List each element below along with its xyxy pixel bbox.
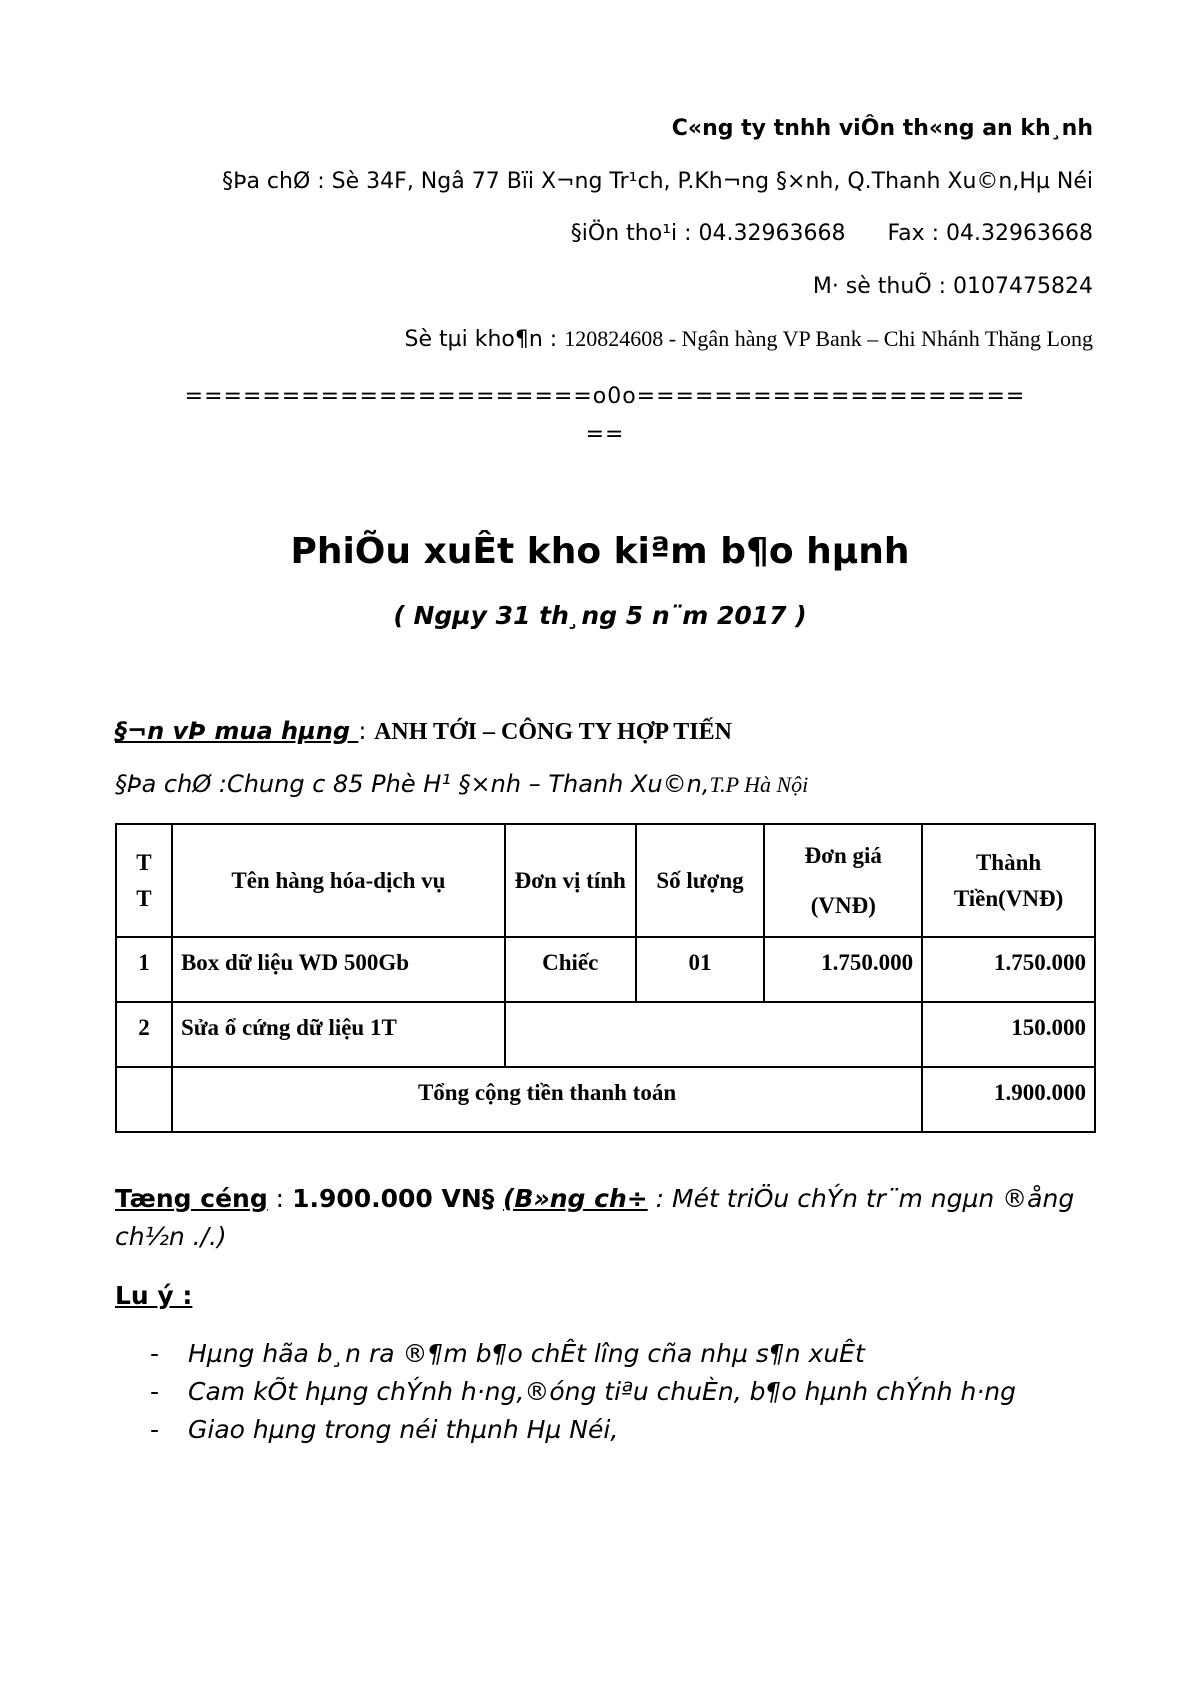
row-tt: 2 [116,1002,172,1067]
company-tax-code: M· sè thuÕ : 0107475824 [812,274,1093,299]
table-row [116,1002,1095,1067]
row-tt: 1 [116,937,172,1002]
row-amount: 150.000 [922,1002,1095,1067]
buyer-name: ANH TỚI – CÔNG TY HỢP TIẾN [374,719,732,745]
notes-title: Lu ý : [115,1281,193,1310]
row-empty-cell [505,1002,922,1067]
notes-list [150,1335,1090,1449]
list-item [150,1373,1090,1411]
header-unit-price-line2: (VNĐ) [810,892,876,918]
buyer-line [115,715,732,748]
buyer-address [115,768,808,801]
company-fax: Fax : 04.32963668 [887,221,1093,246]
bullet-dash-icon: - [150,1377,160,1406]
header-amount: Thành Tiền(VNĐ) [922,824,1095,937]
bullet-dash-icon: - [150,1339,160,1368]
total-summary [115,1180,1095,1256]
total-words-label: (B»ng ch÷ [503,1184,648,1213]
note-text: Cam kÕt hµng chÝnh h·ng,®óng tiªu chuÈn, b¶o hµnh chÝnh h·ng [188,1377,1016,1406]
header-quantity: Số lượng [636,824,765,937]
bullet-dash-icon: - [150,1415,160,1444]
total-row-empty-cell [116,1067,172,1132]
row-item-name: Sửa ổ cứng dữ liệu 1T [172,1002,505,1067]
company-phone: §iÖn tho¹i : 04.32963668 [570,221,846,246]
company-contact [571,220,1093,248]
note-text: Giao hµng trong néi thµnh Hµ Néi, [188,1415,619,1444]
total-separator: : [267,1184,293,1213]
buyer-separator: : [358,717,375,745]
separator-line-end: == [585,422,625,447]
items-table [115,823,1096,1133]
separator-line: =====================o0o==================== [184,384,1026,409]
buyer-address-label: §Þa chØ :Chung c 85 Phè H¹ §×nh – Thanh Xu©n, [115,770,710,798]
row-unit-price: 1.750.000 [764,937,922,1002]
row-quantity: 01 [636,937,765,1002]
company-bank [405,325,1094,354]
note-text: Hµng hãa b¸n ra ®¶m b¶o chÊt lîng cña nhµ s¶n xuÊt [188,1339,865,1368]
header-tt: T T [116,824,172,937]
list-item [150,1411,1090,1449]
header-unit-price-line1: Đơn giá [804,842,882,868]
total-row-amount: 1.900.000 [922,1067,1095,1132]
bank-account: 120824608 - Ngân hàng VP Bank – Chi Nhánh Thăng Long [564,326,1093,351]
header-unit: Đơn vị tính [505,824,636,937]
row-amount: 1.750.000 [922,937,1095,1002]
total-words: : Mét triÖu chÝn tr¨m ngµn ®ång ch½n ./.) [115,1184,1075,1251]
row-item-name: Box dữ liệu WD 500Gb [172,937,505,1002]
bank-label: Sè tµi kho¶n : [404,327,565,352]
list-item [150,1335,1090,1373]
row-unit: Chiếc [505,937,636,1002]
document-date: ( Ngµy 31 th¸ng 5 n¨m 2017 ) [393,601,807,630]
table-header-row [116,824,1095,937]
company-name: C«ng ty tnhh viÔn th«ng an kh¸nh [671,116,1093,141]
total-label: Tæng céng [115,1184,268,1213]
table-row [116,937,1095,1002]
header-item-name: Tên hàng hóa-dịch vụ [172,824,505,937]
total-amount: 1.900.000 VN§ [292,1184,503,1213]
document-title: PhiÕu xuÊt kho kiªm b¶o hµnh [290,531,910,572]
header-unit-price [764,824,922,937]
table-total-row [116,1067,1095,1132]
buyer-label: §¬n vÞ mua hµng [115,717,359,745]
company-address: §Þa chØ : Sè 34F, Ngâ 77 Bïi X¬ng Tr¹ch, P.Kh¬ng §×nh, Q.Thanh Xu©n,Hµ Néi [222,169,1093,194]
total-row-label: Tổng cộng tiền thanh toán [172,1067,922,1132]
buyer-address-city: T.P Hà Nội [709,772,809,797]
